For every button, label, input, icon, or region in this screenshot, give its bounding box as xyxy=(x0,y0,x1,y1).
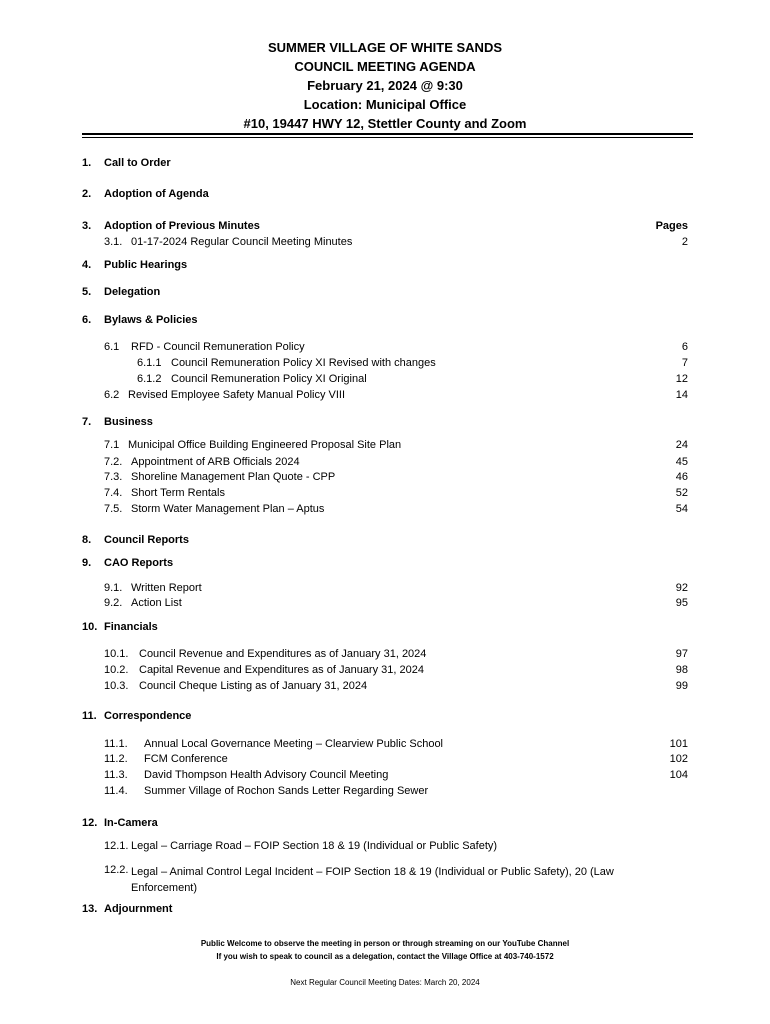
item-text: Action List xyxy=(131,597,182,609)
item-page: 97 xyxy=(675,648,688,660)
section-title: Financials xyxy=(104,621,158,633)
section-number: 13. xyxy=(82,903,98,915)
agenda-header xyxy=(0,38,770,133)
item-text: Annual Local Governance Meeting – Clearview Public School xyxy=(144,738,444,750)
section-title: Adoption of Previous Minutes xyxy=(104,220,260,232)
item-text: Council Remuneration Policy XI Revised with changes xyxy=(171,357,436,369)
footer-delegation-contact: If you wish to speak to council as a delegation, contact the Village Office at 403-740-1572 xyxy=(216,952,554,961)
item-number: 12.2. xyxy=(104,864,129,876)
item-page: 92 xyxy=(675,582,688,594)
item-text: Municipal Office Building Engineered Proposal Site Plan xyxy=(128,439,402,451)
item-number: 11.1. xyxy=(104,738,128,750)
pages-column-header: Pages xyxy=(655,220,688,232)
item-page: 46 xyxy=(675,471,688,483)
item-number: 10.3. xyxy=(104,680,129,692)
item-text: Written Report xyxy=(131,582,202,594)
item-number: 10.2. xyxy=(104,664,129,676)
item-number: 9.2. xyxy=(104,597,123,609)
item-page: 2 xyxy=(681,236,688,248)
header-divider-thick xyxy=(82,133,693,135)
item-page: 54 xyxy=(675,503,688,515)
item-text: RFD - Council Remuneration Policy xyxy=(131,341,305,353)
item-number: 6.1 xyxy=(104,341,120,353)
section-title: Adjournment xyxy=(104,903,173,915)
item-number: 11.4. xyxy=(104,785,128,797)
item-number: 3.1. xyxy=(104,236,123,248)
item-page: 101 xyxy=(669,738,688,750)
header-location: Location: Municipal Office xyxy=(303,97,467,112)
item-number: 11.3. xyxy=(104,769,128,781)
section-title: CAO Reports xyxy=(104,557,174,569)
header-agenda-title: COUNCIL MEETING AGENDA xyxy=(294,59,476,74)
section-number: 2. xyxy=(82,188,92,200)
item-number: 6.1.1 xyxy=(137,357,162,369)
section-title: In-Camera xyxy=(104,817,158,829)
item-number: 9.1. xyxy=(104,582,123,594)
item-page: 14 xyxy=(675,389,688,401)
section-number: 4. xyxy=(82,259,92,271)
item-number: 10.1. xyxy=(104,648,129,660)
section-title: Bylaws & Policies xyxy=(104,314,198,326)
item-page: 12 xyxy=(675,373,688,385)
section-title: Delegation xyxy=(104,286,161,298)
item-text: 01-17-2024 Regular Council Meeting Minutes xyxy=(131,236,353,248)
item-page: 45 xyxy=(675,456,688,468)
item-text: David Thompson Health Advisory Council Meeting xyxy=(144,769,389,781)
item-number: 7.4. xyxy=(104,487,123,499)
section-number: 12. xyxy=(82,817,98,829)
item-number: 7.5. xyxy=(104,503,123,515)
section-title: Council Reports xyxy=(104,534,189,546)
item-number: 11.2. xyxy=(104,753,128,765)
section-number: 11. xyxy=(82,710,97,722)
item-text: Legal – Animal Control Legal Incident – FOIP Section 18 & 19 (Individual or Public Safety), 20 (Law Enforcement) xyxy=(131,866,614,894)
item-page: 7 xyxy=(681,357,688,369)
item-text: Short Term Rentals xyxy=(131,487,225,499)
item-page: 98 xyxy=(675,664,688,676)
section-number: 5. xyxy=(82,286,92,298)
item-text: FCM Conference xyxy=(144,753,228,765)
section-number: 6. xyxy=(82,314,92,326)
section-number: 8. xyxy=(82,534,92,546)
item-page: 104 xyxy=(669,769,688,781)
section-number: 9. xyxy=(82,557,92,569)
footer-next-meeting: Next Regular Council Meeting Dates: March 20, 2024 xyxy=(290,978,480,987)
item-page: 24 xyxy=(675,439,688,451)
item-text: Storm Water Management Plan – Aptus xyxy=(131,503,325,515)
item-page: 52 xyxy=(675,487,688,499)
item-number: 7.1 xyxy=(104,439,120,451)
section-number: 1. xyxy=(82,157,92,169)
item-text: Council Cheque Listing as of January 31, 2024 xyxy=(139,680,368,692)
section-title: Adoption of Agenda xyxy=(104,188,209,200)
item-number: 6.1.2 xyxy=(137,373,162,385)
section-title: Call to Order xyxy=(104,157,171,169)
item-page: 95 xyxy=(675,597,688,609)
item-number: 7.3. xyxy=(104,471,123,483)
section-number: 3. xyxy=(82,220,92,232)
item-text: Revised Employee Safety Manual Policy VIII xyxy=(128,389,346,401)
item-page: 6 xyxy=(681,341,688,353)
footer-public-welcome: Public Welcome to observe the meeting in person or through streaming on our YouTube Channel xyxy=(200,939,570,948)
item-text: Shoreline Management Plan Quote - CPP xyxy=(131,471,336,483)
item-page: 99 xyxy=(675,680,688,692)
item-text: Council Revenue and Expenditures as of January 31, 2024 xyxy=(139,648,427,660)
header-municipality: SUMMER VILLAGE OF WHITE SANDS xyxy=(268,40,502,55)
section-number: 7. xyxy=(82,416,92,428)
item-number: 12.1. xyxy=(104,840,129,852)
header-address: #10, 19447 HWY 12, Stettler County and Zoom xyxy=(243,116,527,131)
section-title: Business xyxy=(104,416,153,428)
header-divider-thin xyxy=(82,137,693,138)
section-title: Public Hearings xyxy=(104,259,188,271)
item-number: 7.2. xyxy=(104,456,123,468)
section-number: 10. xyxy=(82,621,98,633)
item-page: 102 xyxy=(669,753,688,765)
item-text: Council Remuneration Policy XI Original xyxy=(171,373,367,385)
item-text: Capital Revenue and Expenditures as of January 31, 2024 xyxy=(139,664,424,676)
section-title: Correspondence xyxy=(104,710,192,722)
item-text: Legal – Carriage Road – FOIP Section 18 & 19 (Individual or Public Safety) xyxy=(131,840,498,852)
header-date-time: February 21, 2024 @ 9:30 xyxy=(307,78,463,93)
item-number: 6.2 xyxy=(104,389,120,401)
item-text: Summer Village of Rochon Sands Letter Regarding Sewer xyxy=(144,785,429,797)
item-text: Appointment of ARB Officials 2024 xyxy=(131,456,300,468)
